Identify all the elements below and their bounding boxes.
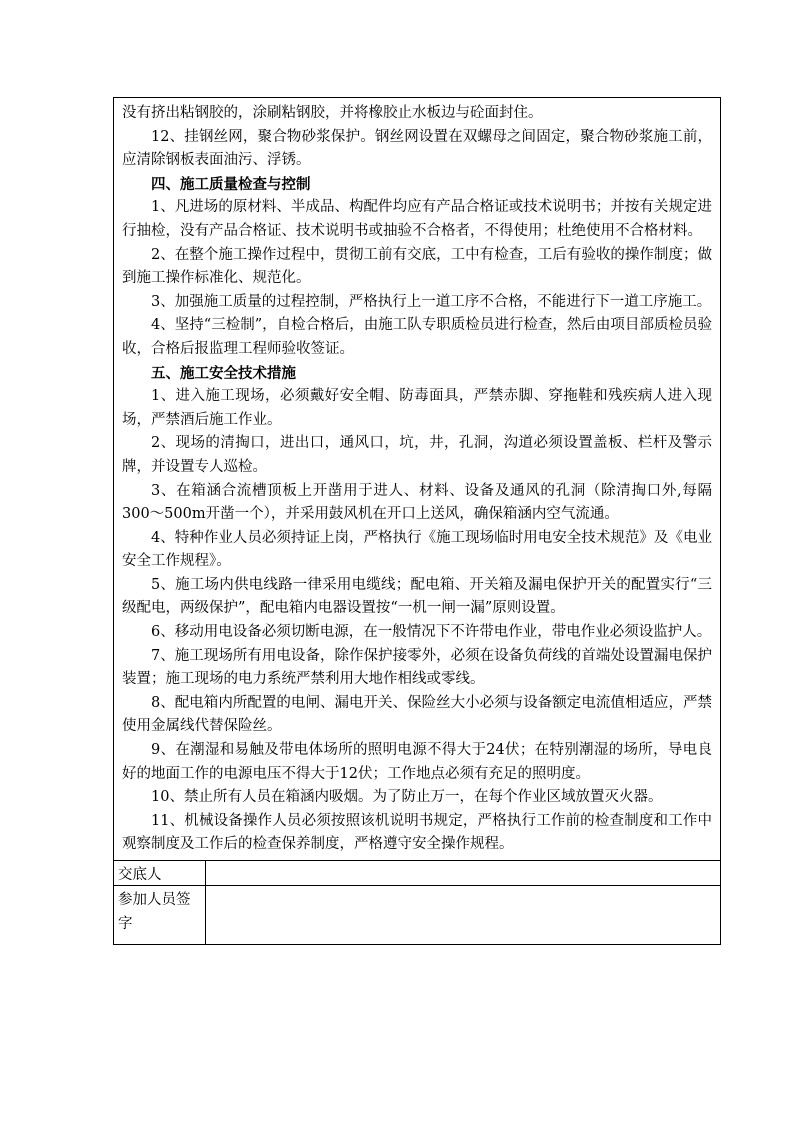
participants-signature-label: 参加人员签字 — [114, 886, 206, 944]
section-5-item-1: 1、进入施工现场，必须戴好安全帽、防毒面具，严禁赤脚、穿拖鞋和残疾病人进入现场，严禁酒后施工作业。 — [122, 388, 712, 428]
section-5-item-7: 7、施工现场所有用电设备，除作保护接零外，必须在设备负荷线的首端处设置漏电保护装置；施工现场的电力系统严禁利用大地作相线或零线。 — [122, 647, 712, 688]
handover-person-field[interactable] — [206, 861, 720, 885]
section-5-item-5: 5、施工场内供电线路一律采用电缆线；配电箱、开关箱及漏电保护开关的配置实行“三级配电，两级保护”，配电箱内电器设置按“一机一闸一漏”原则设置。 — [122, 576, 712, 617]
section-4-item-1: 1、凡进场的原材料、半成品、构配件均应有产品合格证或技术说明书；并按有关规定进行抽检，没有产品合格证、技术说明书或抽验不合格者，不得使用；杜绝使用不合格材料。 — [122, 199, 712, 239]
section-4-title: 四、施工质量检查与控制 — [151, 175, 311, 193]
continuation-paragraph: 没有挤出粘钢胶的，涂刷粘钢胶，并将橡胶止水板边与砼面封住。 — [122, 105, 543, 121]
section-4-item-3: 3、加强施工质量的过程控制，严格执行上一道工序不合格，不能进行下一道工序施工。 — [151, 293, 712, 310]
section-5-item-2: 2、现场的清掏口，进出口，通风口，坑，井，孔洞，沟道必须设置盖板、栏杆及警示牌，并设置专人巡检。 — [122, 435, 712, 475]
section-4-item-4: 4、坚持“三检制”，自检合格后，由施工队专职质检员进行检查，然后由项目部质检员验收，合格后报监理工程师验收签证。 — [122, 317, 712, 357]
section-5-item-6: 6、移动用电设备必须切断电源，在一般情况下不许带电作业，带电作业必须设监护人。 — [151, 624, 712, 641]
section-5-title: 五、施工安全技术措施 — [151, 364, 296, 382]
handover-person-row — [114, 861, 720, 885]
section-5-item-4: 4、特种作业人员必须持证上岗，严格执行《施工现场临时用电安全技术规范》及《电业安全工作规程》。 — [122, 529, 712, 570]
item-12-paragraph: 12、挂钢丝网，聚合物砂浆保护。钢丝网设置在双螺母之间固定，聚合物砂浆施工前，应清除钢板表面油污、浮锈。 — [122, 128, 712, 169]
participants-signature-field[interactable] — [206, 886, 720, 944]
section-5-item-8: 8、配电箱内所配置的电闸、漏电开关、保险丝大小必须与设备额定电流值相适应，严禁使用金属线代替保险丝。 — [122, 694, 712, 735]
section-5-item-3: 3、在箱涵合流槽顶板上开凿用于进人、材料、设备及通风的孔洞（除清掏口外,每隔300～500m开凿一个），并采用鼓风机在开口上送风，确保箱涵内空气流通。 — [122, 482, 712, 523]
content-cell — [114, 98, 720, 861]
document-table — [113, 97, 721, 945]
section-5-item-9: 9、在潮湿和易触及带电体场所的照明电源不得大于24伏；在特别潮湿的场所，导电良好的地面工作的电源电压不得大于12伏；工作地点必须有充足的照明度。 — [122, 742, 712, 782]
section-5-item-10: 10、禁止所有人员在箱涵内吸烟。为了防止万一，在每个作业区域放置灭火器。 — [151, 789, 663, 806]
section-5-item-11: 11、机械设备操作人员必须按照该机说明书规定，严格执行工作前的检查制度和工作中观察制度及工作后的检查保养制度，严格遵守安全操作规程。 — [122, 812, 712, 853]
participants-signature-row — [114, 885, 720, 944]
section-4-item-2: 2、在整个施工操作过程中，贯彻工前有交底，工中有检查，工后有验收的操作制度；做到施工操作标准化、规范化。 — [122, 246, 712, 287]
handover-person-label: 交底人 — [114, 861, 206, 885]
